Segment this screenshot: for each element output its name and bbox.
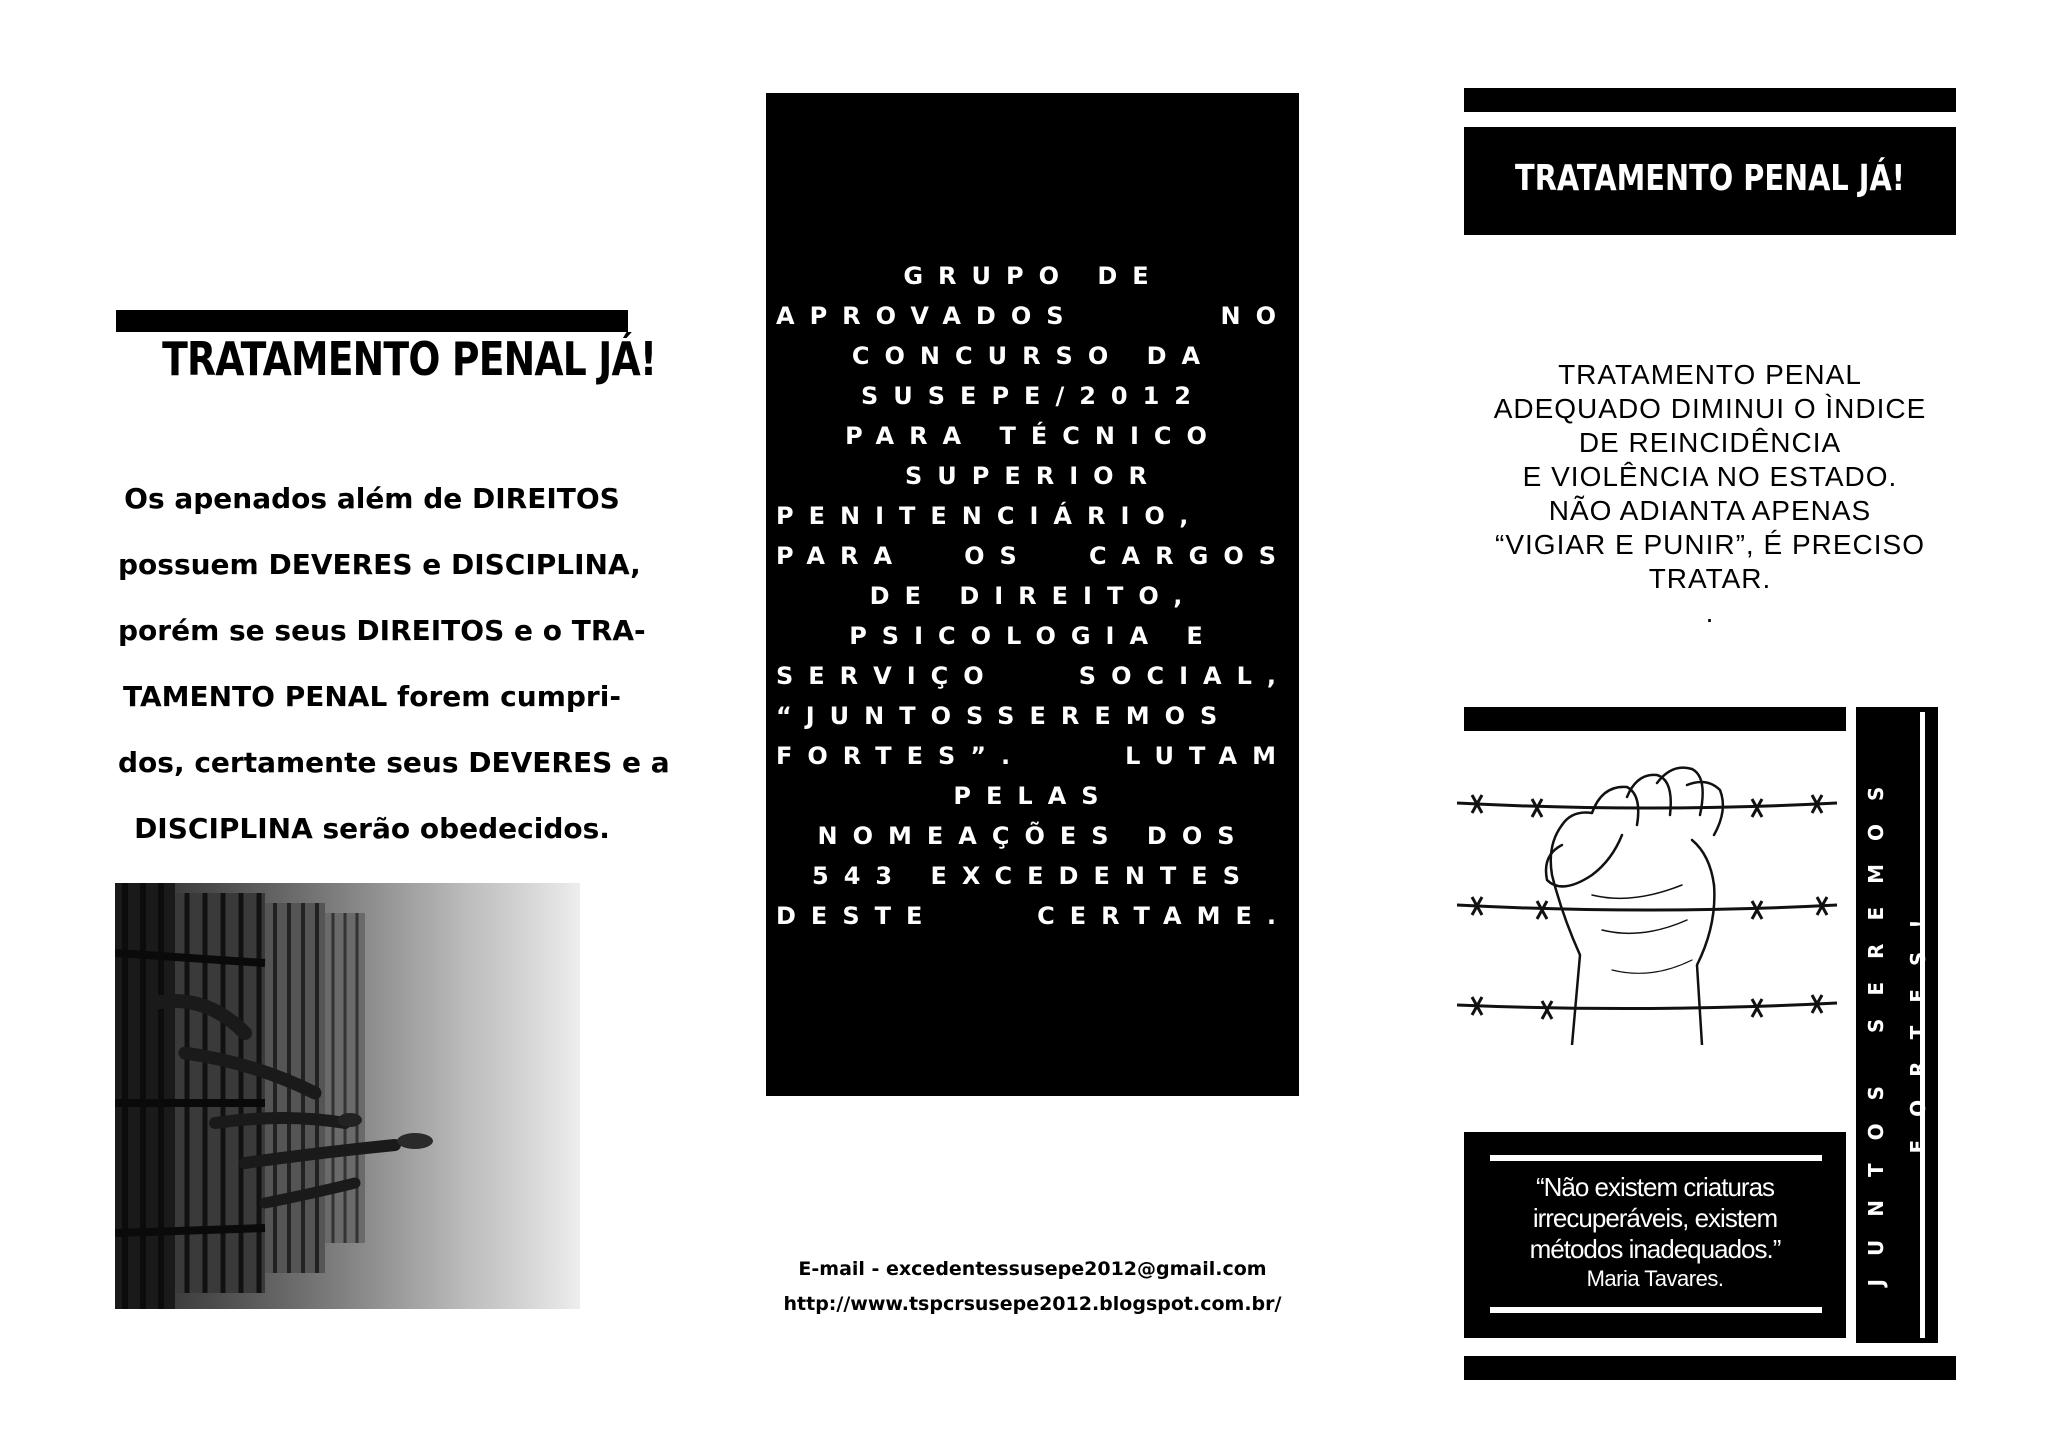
left-body-line: Os apenados além de DIREITOS [124,482,620,515]
quote-author: Maria Tavares. [1586,1266,1724,1291]
middle-text-line: GRUPO DE [903,262,1164,290]
middle-panel-text [776,256,1291,936]
vertical-slogan-line: JUNTOS SEREMOS [1864,763,1888,1287]
quote-line: “Não existem criaturas [1535,1172,1775,1202]
vertical-slogan [1855,764,1939,1287]
left-body-line: porém se seus DIREITOS e o TRA- [118,614,646,647]
left-body-line: TAMENTO PENAL forem cumpri- [123,680,621,713]
middle-text-line: SUPERIOR [904,462,1163,490]
middle-text-line: NOMEAÇÕES DOS [817,822,1250,850]
barbed-wire-hand-illustration [1452,755,1842,1045]
quote-bottom-rule [1490,1307,1822,1313]
right-body-line: NÃO ADIANTA APENAS [1548,495,1872,526]
middle-text-line: SERVIÇO SOCIAL, [776,662,1291,690]
quote-line: irrecuperáveis, existem [1532,1203,1778,1233]
right-bottom-rule [1464,1356,1956,1380]
middle-text-line: CONCURSO DA [851,342,1216,370]
quote-top-rule [1490,1155,1822,1161]
middle-text-line: PENITENCIÁRIO, [776,502,1204,530]
contact-url[interactable]: http://www.tspcrsusepe2012.blogspot.com.br/ [783,1293,1282,1315]
left-body-text [118,466,670,862]
middle-text-line: PARA OS CARGOS [776,542,1291,570]
middle-text-line: PARA TÉCNICO [845,422,1222,450]
quote-line: métodos inadequados.” [1529,1234,1781,1264]
middle-text-line: SUSEPE/2012 [861,382,1206,410]
prison-bars-photo [115,883,580,1309]
left-body-line: DISCIPLINA serão obedecidos. [134,812,610,845]
left-body-line: possuem DEVERES e DISCIPLINA, [118,548,641,581]
right-mid-rule [1464,707,1846,731]
right-body-line: ADEQUADO DIMINUI O ÌNDICE [1493,393,1927,424]
right-title: TRATAMENTO PENAL JÁ! [1515,158,1905,199]
left-top-rule [116,310,628,332]
left-body-line: dos, certamente seus DEVERES e a [118,746,670,779]
contact-email[interactable]: E-mail - excedentessusepe2012@gmail.com [798,1258,1267,1280]
right-body-line: “VIGIAR E PUNIR”, É PRECISO [1495,529,1925,560]
middle-text-line: “JUNTOSSEREMOS [776,702,1233,730]
vertical-slogan-line: FORTES! [1906,896,1930,1154]
middle-text-line: DE DIREITO, [869,582,1198,610]
middle-text-line: FORTES”. LUTAM [776,742,1291,770]
middle-text-line: PELAS [953,782,1114,810]
right-body-line: E VIOLÊNCIA NO ESTADO. [1522,461,1898,492]
left-title: TRATAMENTO PENAL JÁ! [162,332,657,386]
right-body-line: DE REINCIDÊNCIA [1578,427,1842,458]
right-body-line: . [1705,597,1715,628]
quote-text [1476,1172,1834,1293]
middle-text-line: APROVADOS NO [776,302,1291,330]
middle-text-line: 543 EXCEDENTES [812,862,1255,890]
right-body-line: TRATAMENTO PENAL [1558,359,1862,390]
right-body-line: TRATAR. [1648,563,1772,594]
right-top-rule [1464,88,1956,112]
middle-text-line: PSICOLOGIA E [849,622,1218,650]
middle-text-line: DESTE CERTAME. [776,902,1291,930]
right-body-text [1456,358,1964,630]
